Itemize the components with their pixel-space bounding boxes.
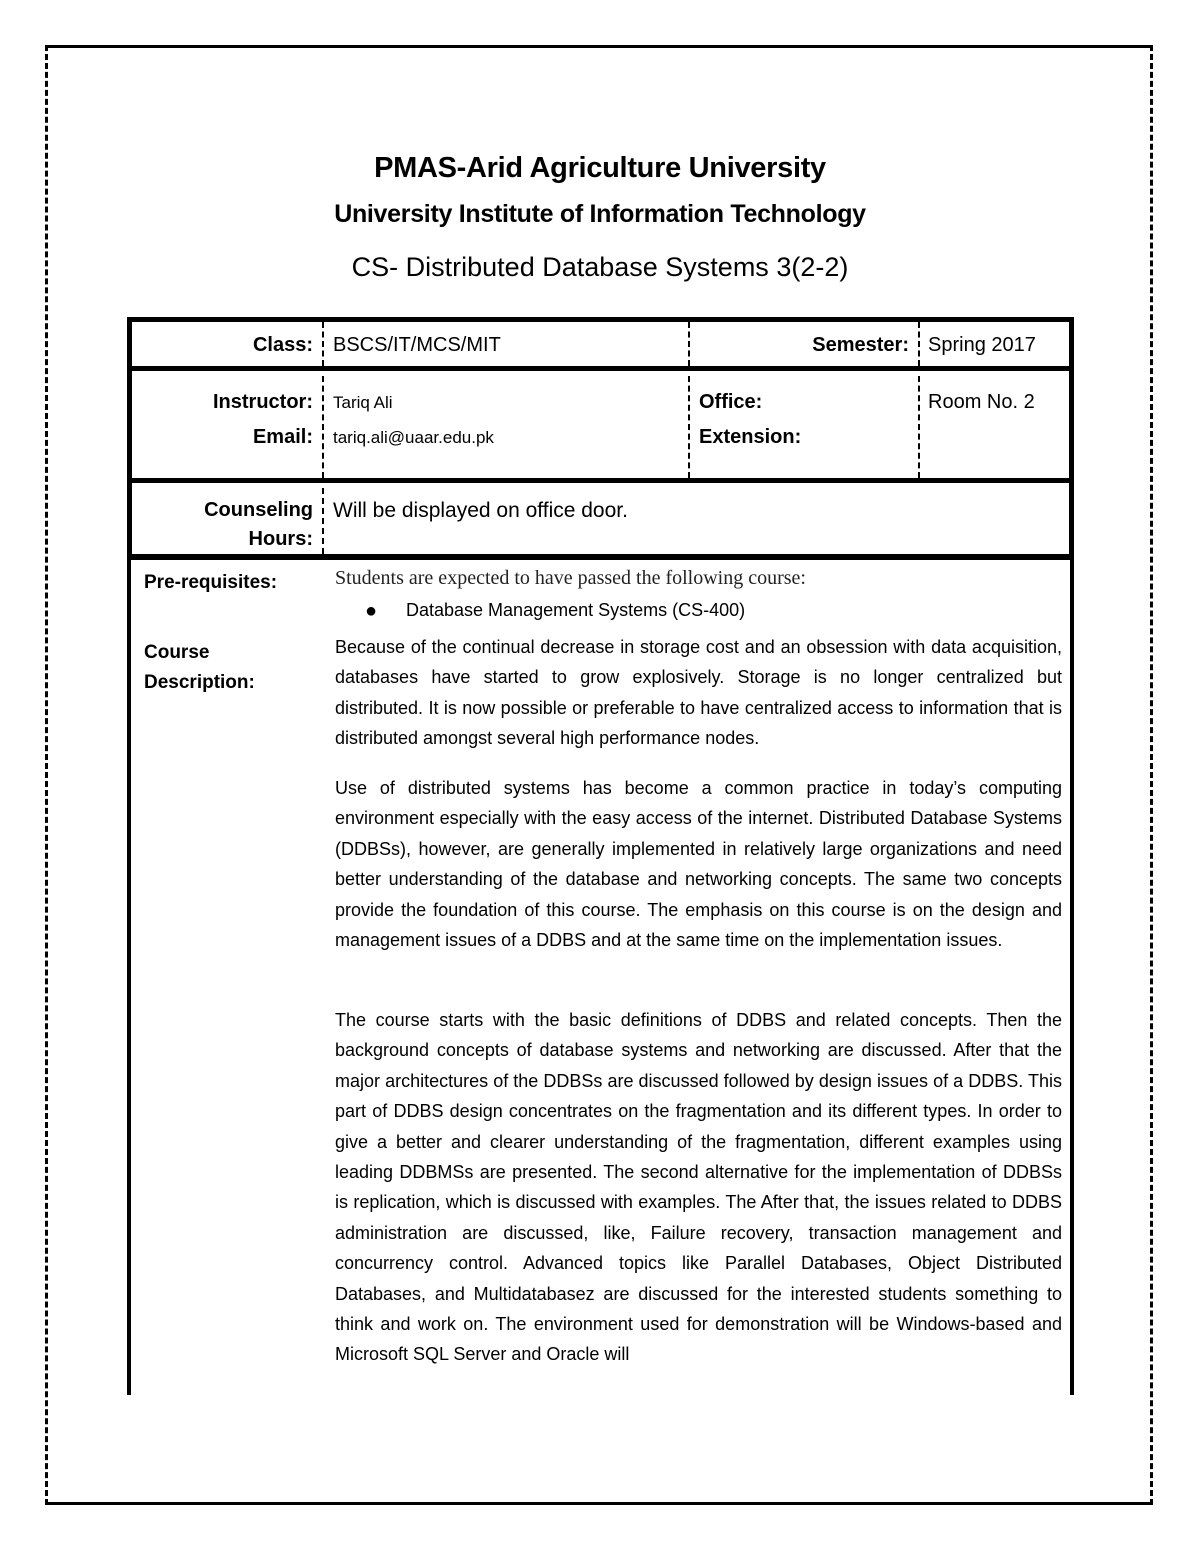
office-label: Office:: [699, 391, 763, 413]
instructor-values: [322, 376, 688, 478]
course-info-table: [127, 317, 1074, 560]
bullet-icon: ●: [365, 600, 378, 622]
counseling-label-line1: Counseling: [204, 499, 313, 521]
prerequisites-intro: Students are expected to have passed the following course:: [335, 567, 806, 589]
course-description-label: [144, 638, 255, 698]
office-value: Room No. 2: [918, 376, 1069, 478]
course-title: CS- Distributed Database Systems 3(2-2): [351, 252, 849, 282]
class-row: [132, 322, 1069, 371]
email-label: Email:: [252, 426, 313, 448]
semester-label: Semester:: [688, 322, 918, 366]
counseling-row: [132, 488, 1069, 554]
instructor-email[interactable]: tariq.ali@uaar.edu.pk: [333, 428, 494, 447]
instructor-name: Tariq Ali: [333, 393, 393, 412]
class-value: BSCS/IT/MCS/MIT: [322, 322, 688, 366]
course-description-label-line2: Description:: [144, 672, 255, 693]
description-paragraph: The course starts with the basic definitions of DDBS and related concepts. Then the background concepts of database systems and networking are discussed. After that the major architectures of the DDBSs are discussed followed by design issues of a DDBS. This part of DDBS design concentrates on the fragmentation and its different types. In order to give a better and clearer understanding of the fragmentation, different examples using leading DDBMSs are presented. The second alternative for the implementation of DDBSs is replication, which is discussed with examples. The After that, the issues related to DDBS administration are discussed, like, Failure recovery, transaction management and concurrency control. Advanced topics like Parallel Databases, Object Distributed Databases, and Multidatabasez are discussed for the interested students something to think and work on. The environment used for demonstration will be Windows-based and Microsoft SQL Server and Oracle will: [335, 1010, 1062, 1365]
prerequisites-label: Pre-requisites:: [144, 572, 278, 593]
instructor-label: Instructor:: [213, 391, 313, 413]
semester-value: Spring 2017: [918, 322, 1069, 366]
counseling-label: [132, 488, 322, 554]
course-description-label-line1: Course: [144, 642, 210, 663]
extension-label: Extension:: [699, 426, 802, 448]
prerequisite-course: Database Management Systems (CS-400): [406, 600, 746, 620]
instructor-labels: [132, 376, 322, 478]
course-body: [127, 560, 1074, 1395]
instructor-row: [132, 376, 1069, 483]
institute-title: University Institute of Information Technology: [334, 200, 866, 228]
description-paragraph: Use of distributed systems has become a common practice in today’s computing environment especially with the easy access of the internet. Distributed Database Systems (DDBSs), however, are generally implemented in relatively large organizations and need better understanding of the database and networking concepts. The same two concepts provide the foundation of this course. The emphasis on this course is on the design and management issues of a DDBS and at the same time on the implementation issues.: [335, 778, 1062, 951]
counseling-value: Will be displayed on office door.: [322, 488, 1069, 554]
office-labels: [688, 376, 918, 478]
university-title: PMAS-Arid Agriculture University: [374, 152, 826, 184]
counseling-label-line2: Hours:: [248, 528, 313, 550]
class-label: Class:: [252, 334, 313, 356]
description-paragraph: Because of the continual decrease in storage cost and an obsession with data acquisition, databases have started to grow explosively. Storage is no longer centralized but distributed. It is now possible or preferable to have centralized access to information that is distributed amongst several high performance nodes.: [335, 637, 1062, 749]
